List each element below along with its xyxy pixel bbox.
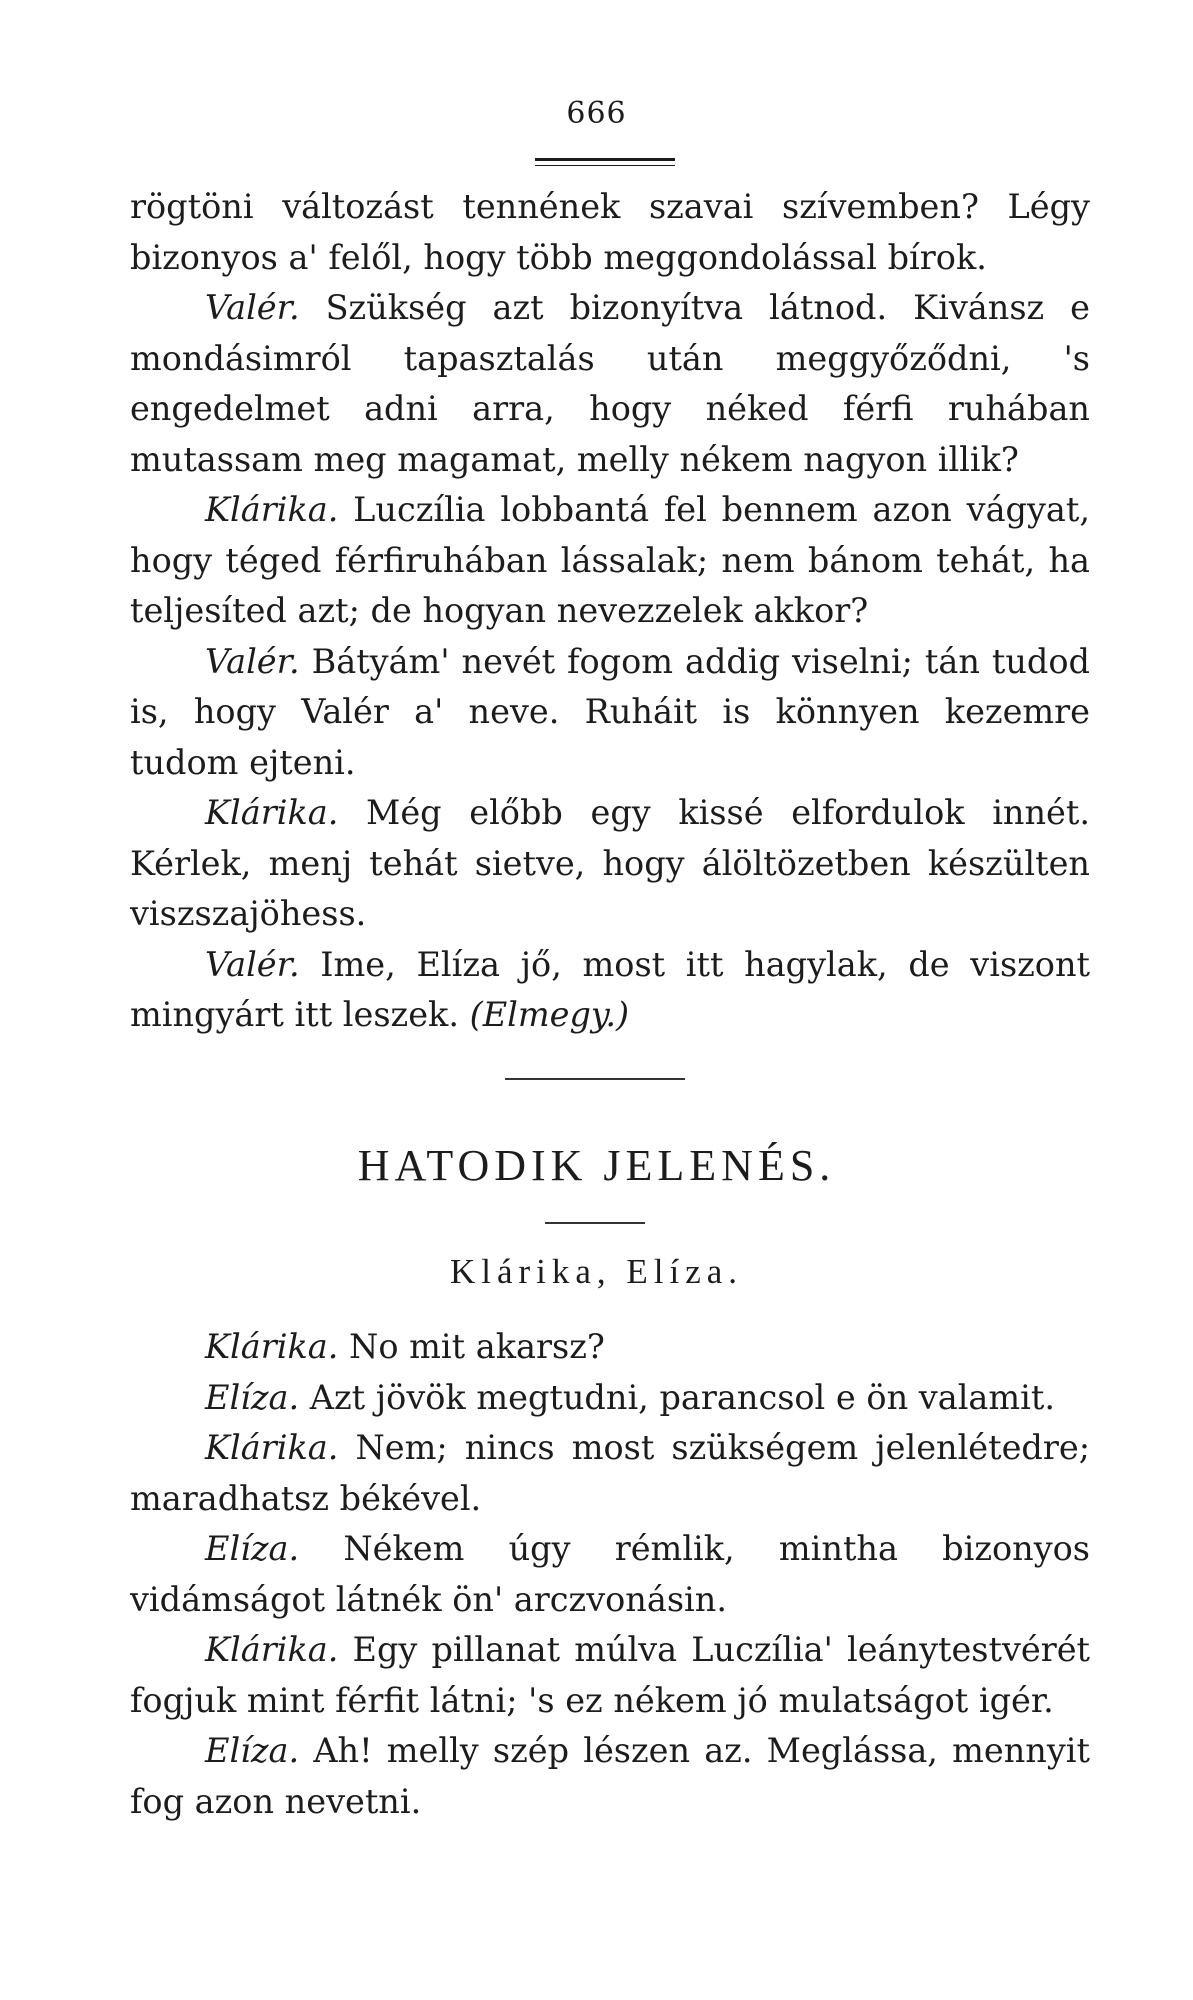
dialogue-text: Még előbb egy kissé elfordulok innét. Kérlek, menj tehát sietve, hogy álöltözetben készülten viszszajöhess. (130, 793, 1090, 933)
scene-divider-rule (505, 1078, 685, 1080)
speaker-name: Valér. (205, 944, 300, 984)
header-rule-thin (535, 165, 675, 166)
dialogue-paragraph (130, 1726, 1090, 1827)
dialogue-text: Luczília lobbantá fel bennem azon vágyat, hogy téged férfiruhában lássalak; nem bánom tehát, ha teljesíted azt; de hogyan nevezzelek akkor? (130, 490, 1090, 630)
dialogue-paragraph (130, 1373, 1090, 1424)
speaker-name: Klárika. (205, 490, 339, 529)
stage-direction: (Elmegy.) (469, 995, 630, 1034)
dialogue-text: Bátyám' nevét fogom addig viselni; tán tudod is, hogy Valér a' neve. Ruháit is könnyen kezemre tudom ejteni. (130, 641, 1090, 782)
dialogue-paragraph (130, 1322, 1090, 1373)
speaker-name: Valér. (205, 288, 300, 327)
dialogue-text: Nékem úgy rémlik, mintha bizonyos vidámságot látnék ön' arczvonásin. (130, 1529, 1090, 1619)
speaker-name: Klárika. (205, 1630, 339, 1669)
scene-heading: HATODIK JELENÉS. (357, 1141, 836, 1190)
dialogue-paragraph (130, 182, 1090, 283)
dialogue-text: Ah! melly szép lészen az. Meglássa, mennyit fog azon nevetni. (130, 1731, 1090, 1821)
speaker-name: Elíza. (205, 1529, 300, 1568)
dialogue-paragraph (130, 485, 1090, 637)
dialogue-text: No mit akarsz? (338, 1327, 605, 1366)
heading-underline-rule (545, 1222, 645, 1224)
dialogue-text: Ime, Elíza jő, most itt hagylak, de viszont mingyárt itt leszek. (130, 944, 1090, 1034)
dialogue-paragraph (130, 637, 1090, 789)
dialogue-text: Nem; nincs most szükségem jelenlétedre; maradhatsz békével. (130, 1428, 1090, 1518)
speaker-name: Elíza. (205, 1377, 300, 1417)
dialogue-text: rögtöni változást tennének szavai szívemben? Légy bizonyos a' felől, hogy több meggondolással bírok. (130, 187, 1090, 277)
scene-characters: Klárika, Elíza. (449, 1252, 744, 1291)
speaker-name: Elíza. (205, 1731, 300, 1770)
speaker-name: Klárika. (205, 793, 339, 832)
speaker-name: Klárika. (205, 1428, 339, 1467)
dialogue-text: Egy pillanat múlva Luczília' leánytestvérét fogjuk mint férfit látni; 's ez nékem jó mulatságot igér. (130, 1630, 1090, 1720)
dialogue-paragraph (130, 940, 1090, 1041)
dialogue-block-1 (130, 182, 1090, 1041)
speaker-name: Valér. (205, 641, 300, 681)
dialogue-text: Azt jövök megtudni, parancsol e ön valamit. (299, 1377, 1055, 1417)
dialogue-paragraph (130, 283, 1090, 485)
dialogue-paragraph (130, 1524, 1090, 1625)
dialogue-block-2 (130, 1322, 1090, 1827)
dialogue-paragraph (130, 1423, 1090, 1524)
header-rule-thick (535, 158, 675, 161)
page-number: 666 (566, 96, 627, 131)
dialogue-text: Szükség azt bizonyítva látnod. Kivánsz e mondásimról tapasztalás után meggyőződni, 's engedelmet adni arra, hogy néked férfi ruhában mutassam meg magamat, melly nékem nagyon illik? (130, 288, 1090, 479)
dialogue-paragraph (130, 1625, 1090, 1726)
speaker-name: Klárika. (205, 1327, 339, 1366)
dialogue-paragraph (130, 788, 1090, 940)
